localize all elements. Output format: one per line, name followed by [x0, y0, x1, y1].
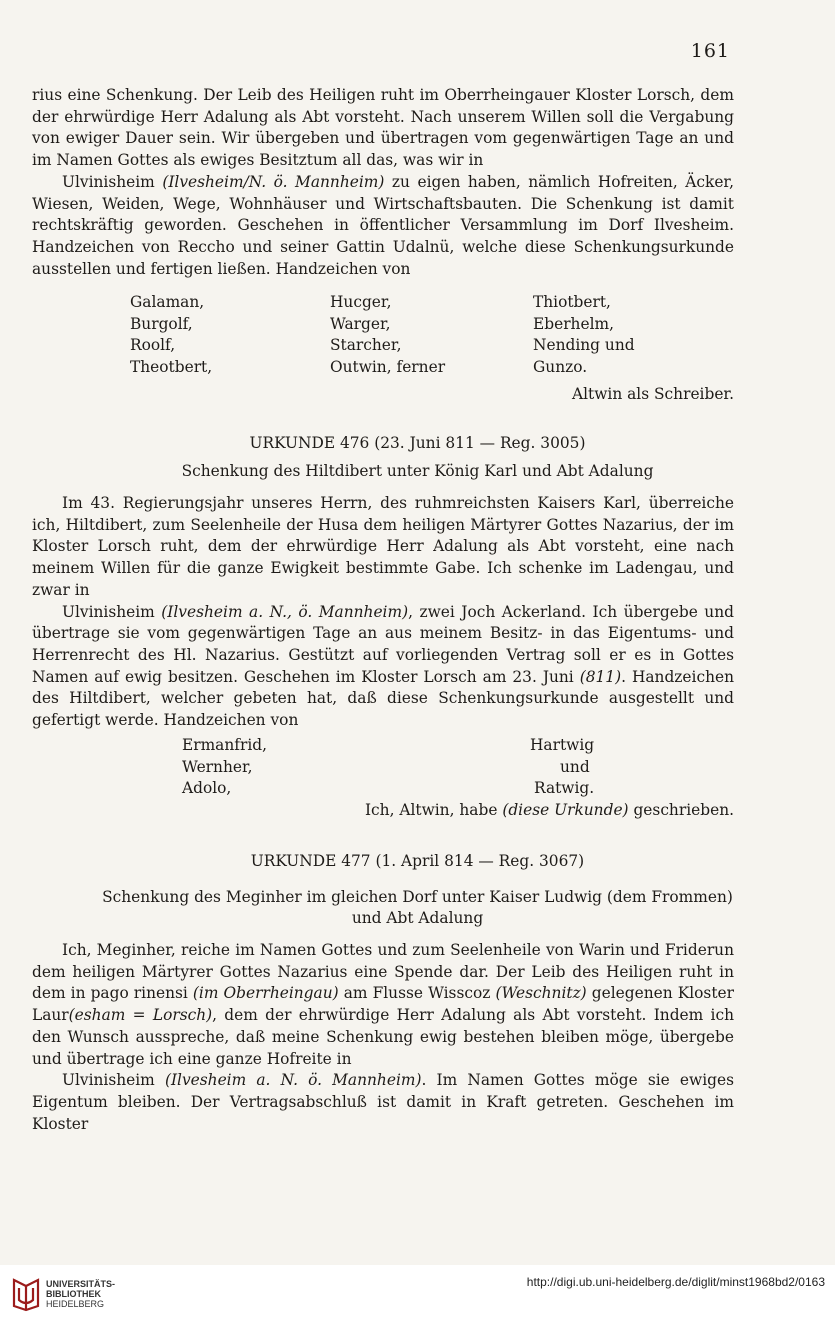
witness-name: Gunzo.	[533, 358, 588, 377]
charter-subtitle: Schenkung des Hiltdibert unter König Karl und Abt Adalung	[181, 462, 654, 480]
charter-title: URKUNDE 476 (23. Juni 811 — Reg. 3005)	[249, 434, 586, 452]
paragraph: Ich, Meginher, reiche im Namen Gottes und zum Seelenheile von Warin und Friderun dem heiligen Märtyrer Gottes Nazarius eine Spende dar. Der Leib des Heiligen ruht in dem in pago rinensi (im Oberrheingau) am Flusse Wisscoz (Weschnitz) gelegenen Kloster Laur(esham = Lorsch), dem der ehrwürdige Herr Adalung als Abt vorsteht. Indem ich den Wunsch ausspreche, daß meine Schenkung ewig bestehen bleiben möge, übergebe und übertrage ich eine ganze Hofreite in	[32, 941, 734, 1068]
paragraph: Im 43. Regierungsjahr unseres Herrn, des ruhmreichsten Kaisers Karl, überreiche ich, Hiltdibert, zum Seelenheile der Husa dem heiligen Märtyrer Gottes Nazarius, der im Kloster Lorsch ruht, dem der ehrwürdige Herr Adalung als Abt vorsteht, eine nach meinem Willen für die ganze Ewigkeit bestimmte Gabe. Ich schenke im Ladengau, und zwar in	[32, 494, 734, 599]
footer-bar	[0, 1265, 835, 1325]
paragraph: Ulvinisheim (Ilvesheim a. N. ö. Mannheim). Im Namen Gottes möge sie ewiges Eigentum bleiben. Der Vertragsabschluß ist damit in Kraft getreten. Geschehen im Kloster	[32, 1071, 734, 1133]
paragraph: Ulvinisheim (Ilvesheim/N. ö. Mannheim) zu eigen haben, nämlich Hofreiten, Äcker, Wiesen, Weiden, Wege, Wohnhäuser und Wirtschaftsbauten. Die Schenkung ist damit rechtskräftig geworden. Geschehen in öffentlicher Versammlung im Dorf Ilvesheim. Handzeichen von Reccho und seiner Gattin Udalnü, welche diese Schenkungsurkunde ausstellen und fertigen ließen. Handzeichen von	[32, 172, 734, 278]
witness-list	[182, 735, 602, 800]
witness-name: Theotbert,	[130, 358, 213, 377]
witness-name: Galaman,	[130, 293, 205, 311]
witness-name: und	[560, 757, 590, 776]
witness-name: Thiotbert,	[533, 293, 611, 311]
witness-name: Burgolf,	[130, 314, 193, 333]
charter-477-text	[32, 940, 734, 1135]
paragraph: rius eine Schenkung. Der Leib des Heiligen ruht im Oberrheingauer Kloster Lorsch, dem der ehrwürdige Herr Adalung als Abt vorsteht. Nach unserem Willen soll die Vergabung von ewiger Dauer sein. Wir übergeben und übertragen vom gegenwärtigen Tage an und im Namen Gottes als ewiges Besitztum all das, was wir in	[32, 86, 734, 170]
witness-name: Starcher,	[330, 336, 402, 355]
opening-text	[32, 85, 734, 280]
witness-name: Hucger,	[330, 293, 392, 311]
witness-name: Eberhelm,	[533, 314, 614, 333]
witness-name: Wernher,	[182, 757, 253, 776]
library-logo-icon	[10, 1276, 42, 1312]
witness-name: Warger,	[330, 314, 391, 333]
witness-name: Outwin, ferner	[330, 358, 446, 377]
witness-name: Ratwig.	[534, 779, 595, 798]
page-number: 161	[690, 40, 730, 62]
witness-name: Roolf,	[130, 336, 176, 355]
witness-name: Nending und	[533, 336, 635, 355]
charter-subtitle: Schenkung des Meginher im gleichen Dorf unter Kaiser Ludwig (dem Frommen)	[102, 888, 733, 906]
witness-list	[130, 292, 710, 379]
scribe-note: Altwin als Schreiber.	[572, 385, 734, 403]
witness-name: Hartwig	[530, 736, 595, 754]
charter-title: URKUNDE 477 (1. April 814 — Reg. 3067)	[250, 852, 585, 870]
charter-476-text	[32, 493, 734, 732]
scribe-note: Ich, Altwin, habe (diese Urkunde) geschrieben.	[364, 801, 734, 819]
charter-subtitle: und Abt Adalung	[351, 909, 484, 927]
source-url-link[interactable]: http://digi.ub.uni-heidelberg.de/diglit/minst1968bd2/0163	[526, 1275, 825, 1289]
witness-name: Ermanfrid,	[182, 736, 267, 754]
paragraph: Ulvinisheim (Ilvesheim a. N., ö. Mannheim), zwei Joch Ackerland. Ich übergebe und übertrage sie vom gegenwärtigen Tage an aus meinem Besitz- in das Eigentums- und Herrenrecht des Hl. Nazarius. Gestützt auf vorliegenden Vertrag soll er es in Gottes Namen auf ewig besitzen. Geschehen im Kloster Lorsch am 23. Juni (811). Handzeichen des Hiltdibert, welcher gebeten hat, daß diese Schenkungsurkunde ausgestellt und gefertigt werde. Handzeichen von	[32, 602, 734, 730]
witness-name: Adolo,	[182, 779, 232, 798]
library-name: UNIVERSITÄTS- BIBLIOTHEK HEIDELBERG	[46, 1279, 116, 1309]
